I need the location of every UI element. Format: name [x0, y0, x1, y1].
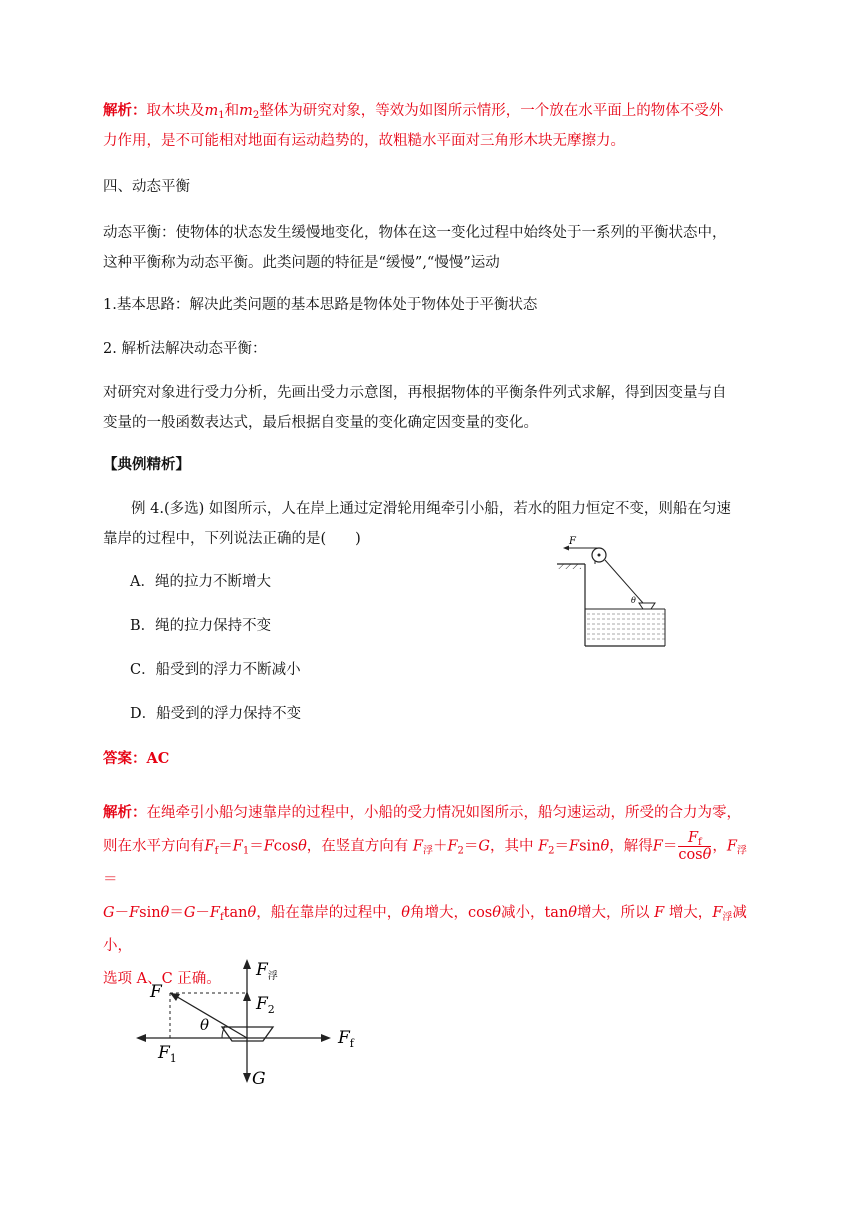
ffu-arrow-icon — [243, 959, 251, 969]
example-heading: 【典例精析】 — [103, 456, 190, 473]
label-g: G — [252, 1069, 266, 1089]
answer-line — [103, 744, 758, 774]
label-f: F — [150, 982, 162, 1002]
option-a: A．绳的拉力不断增大 — [130, 574, 271, 590]
analysis-label: 解析： — [103, 102, 147, 119]
analysis-paragraph-1: 解析：取木块及$m_1$和$m_2$整体为研究对象，等效为如图所示情形，一个放在水平面上的物体不受外 力作用，是不可能相对地面有运动趋势的，故粗糙水平面对三角形木块无摩擦力。 — [103, 102, 724, 149]
analysis-label: 解析： — [103, 804, 147, 821]
fraction: $\frac{F_f}{\cos\theta}$ — [678, 830, 712, 863]
force-diagram — [130, 955, 370, 1090]
f1-arrow-icon — [136, 1034, 146, 1042]
section-heading: 四、动态平衡 — [103, 179, 190, 195]
option-d: D．船受到的浮力保持不变 — [130, 706, 302, 722]
g-arrow-icon — [243, 1073, 251, 1083]
answer-label: 答案： — [103, 750, 147, 767]
method-paragraph: 对研究对象进行受力分析，先画出受力示意图，再根据物体的平衡条件列式求解，得到因变量与自 变量的一般函数表达式，最后根据自变量的变化确定因变量的变化。 — [103, 385, 727, 431]
angle-label: θ — [631, 596, 636, 605]
method-title: 2. 解析法解决动态平衡： — [103, 341, 267, 357]
answer-value: AC — [146, 750, 170, 767]
label-f1: $F_1$ — [158, 1043, 177, 1065]
definition-paragraph: 动态平衡：使物体的状态发生缓慢地变化，物体在这一变化过程中始终处于一系列的平衡状态中， 这种平衡称为动态平衡。此类问题的特征是“缓慢”,“慢慢”运动 — [103, 225, 727, 271]
label-ffu: $F_浮$ — [256, 960, 278, 982]
label-theta: θ — [200, 1016, 210, 1034]
force-label: F — [569, 536, 576, 547]
water-body — [587, 614, 665, 639]
ground-hatch — [557, 564, 581, 569]
label-ff: $F_f$ — [338, 1028, 354, 1050]
label-f2: $F_2$ — [256, 994, 275, 1016]
question-paragraph: 例 4.(多选) 如图所示，人在岸上通过定滑轮用绳牵引小船，若水的阻力恒定不变，则船在匀速 靠岸的过程中，下列说法正确的是( ) — [103, 501, 731, 547]
boat-icon — [639, 603, 655, 609]
option-b: B．绳的拉力保持不变 — [130, 618, 272, 634]
pulley-boat-figure — [555, 530, 670, 648]
option-c: C．船受到的浮力不断减小 — [130, 662, 301, 678]
basic-idea: 1.基本思路：解决此类问题的基本思路是物体处于物体处于平衡状态 — [103, 297, 538, 313]
ff-arrow-icon — [321, 1034, 331, 1042]
analysis-paragraph-2: 解析：在绳牵引小船匀速靠岸的过程中，小船的受力情况如图所示，船匀速运动，所受的合力为零， 则在水平方向有$F_f=F_1=Fcos\theta$，在竖直方向有 $F_浮+F_2=G$，其中 $F_2=Fsin\theta$，解得F＝ $\frac{F_f}{\cos\theta}$ ，$F_浮=$ $G-Fsin\theta=G-F_f\tan\theta$，船在靠岸的过程中，θ角增大，cosθ减小，tanθ增大，所以 F 增大，$F_浮$减小， 选项 A、C 正确。 — [103, 804, 747, 987]
